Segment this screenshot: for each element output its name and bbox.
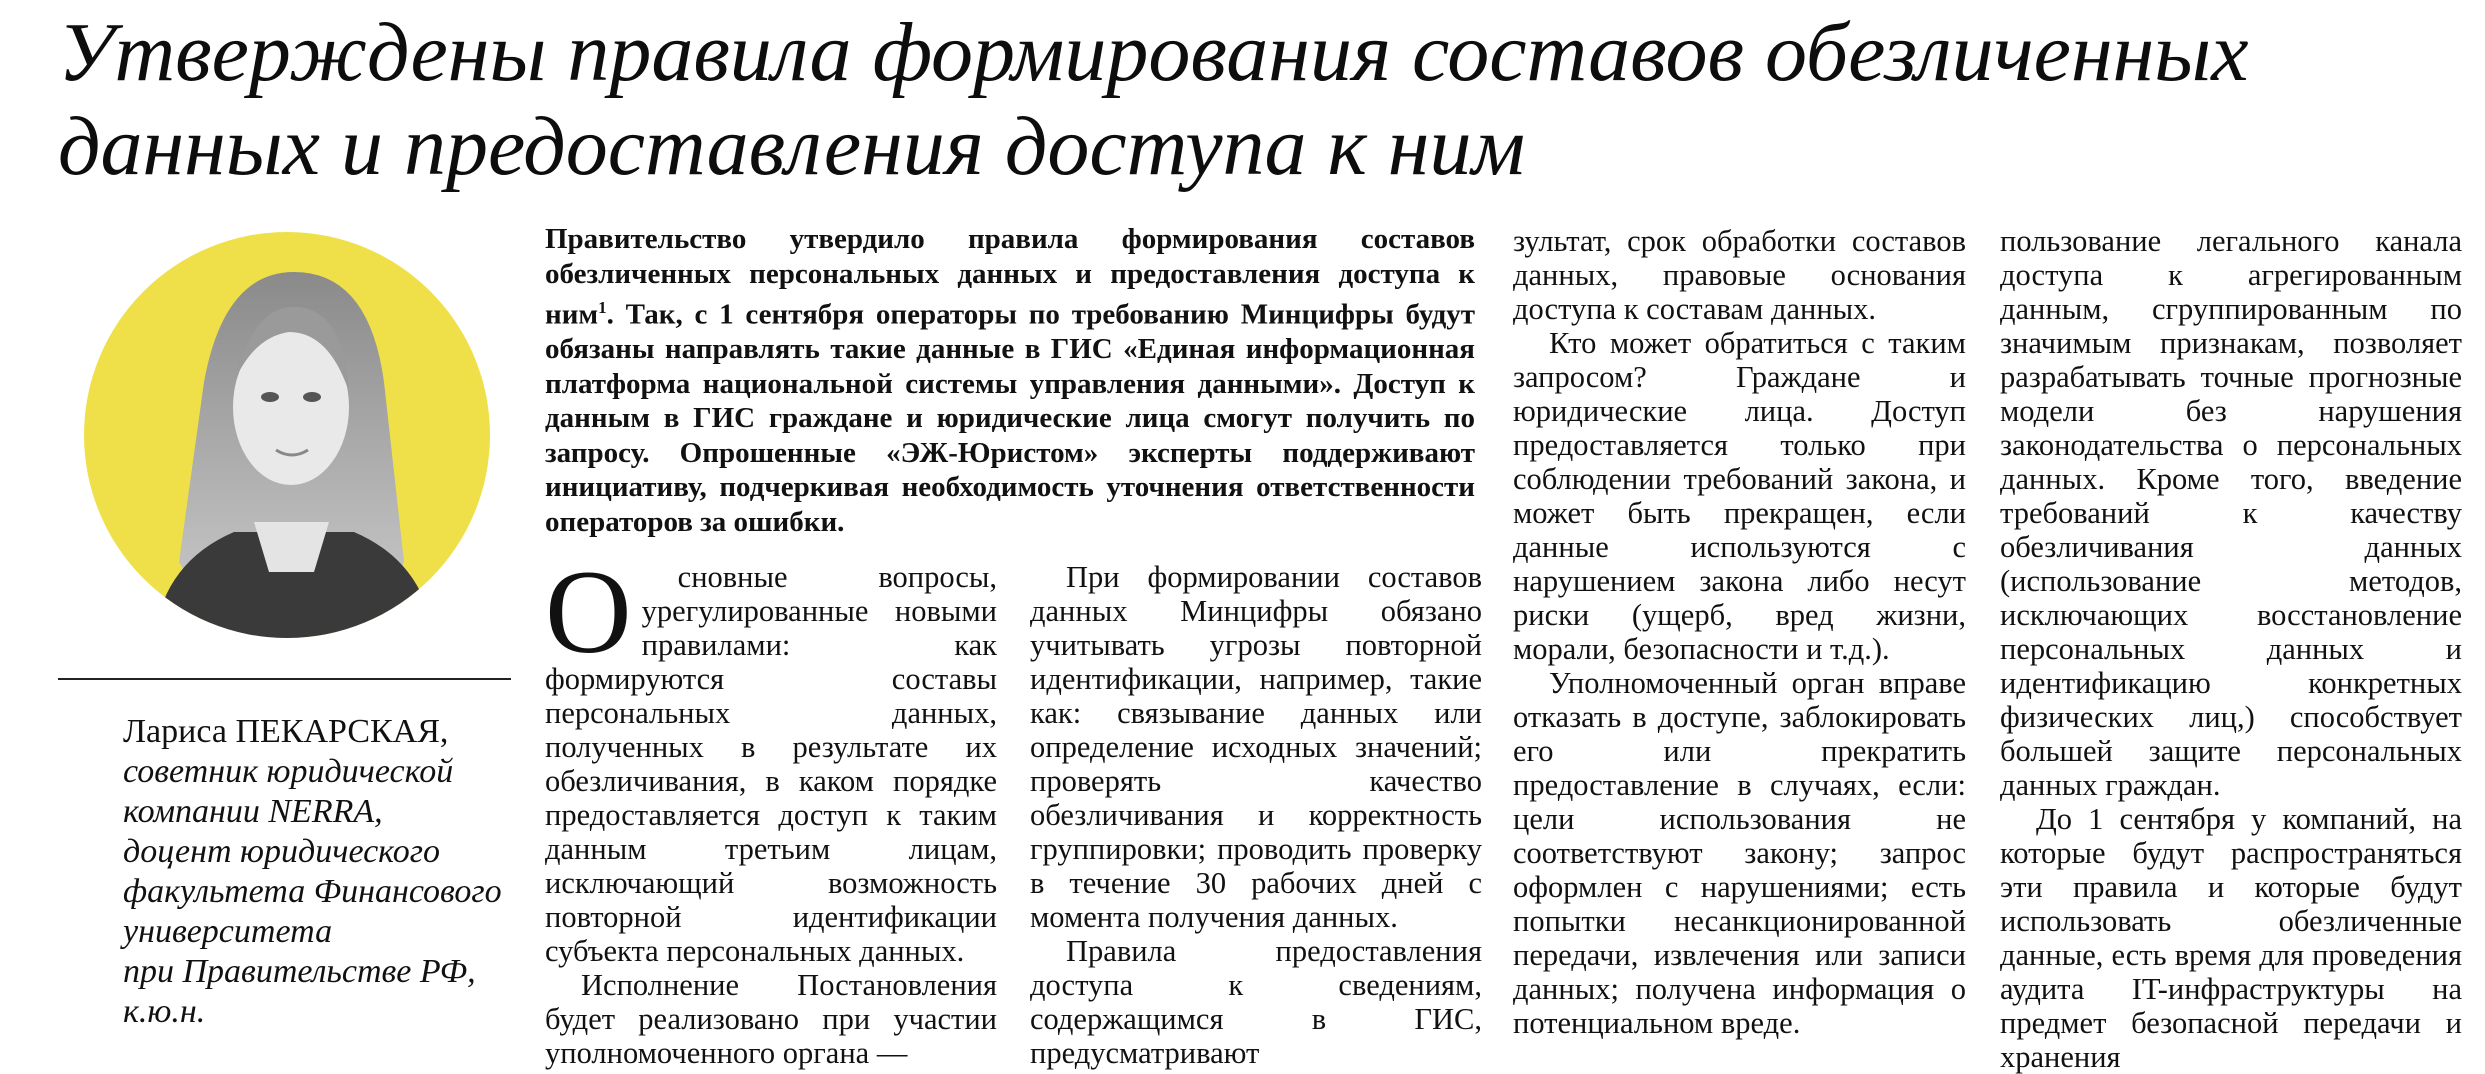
paragraph: пользование легального канала доступа к агрегированным данным, сгруппированным по значимым признакам, позволяет разрабатывать точные прогнозные модели без нарушения законодательства о персональных данных. Кроме того, введение требований к качеству обезличивания данных (использование методов, исключающих восстановление персональных данных и идентификацию конкретных физических лиц,) способствует большей защите персональных данных граждан. — [2000, 224, 2462, 802]
paragraph: Правила предоставления доступа к сведениям, содержащимся в ГИС, предусматривают — [1030, 934, 1482, 1070]
byline-divider — [58, 678, 511, 680]
article-headline: Утверждены правила формирования составов обезличенных данных и предоставления доступа к ним — [58, 6, 2249, 193]
article-lead — [545, 222, 1475, 539]
paragraph: Кто может обратиться с таким запросом? Граждане и юридические лица. Доступ предоставляется только при соблюдении требований закона, и может быть прекращен, если данные используются с нарушением закона либо несут риски (ущерб, вред жизни, морали, безопасности и т.д.). — [1513, 326, 1966, 666]
lead-text: . Так, с 1 сентября операторы по требованию Минцифры будут обязаны направлять такие данные в ГИС «Единая информационная платформа национальной системы управления данными». Доступ к данным в ГИС граждане и юридические лица смогут получить по запросу. Опрошенные «ЭЖ-Юристом» эксперты поддерживают инициативу, подчеркивая необходимость уточнения ответственности операторов за ошибки. — [545, 298, 1475, 538]
expert-name: Лариса ПЕКАРСКАЯ, — [123, 713, 449, 750]
footnote-ref: 1 — [598, 298, 607, 317]
paragraph: зультат, срок обработки составов данных, правовые основания доступа к составам данных. — [1513, 224, 1966, 326]
drop-cap: О — [545, 545, 632, 678]
expert-role: доцент юридического факультета Финансового университета — [123, 833, 502, 950]
expert-role: при Правительстве РФ, — [123, 953, 476, 990]
lead-text: Правительство утвердило правила формирования составов обезличенных персональных данных и предоставления доступа к ним — [545, 223, 1475, 331]
article-column-4 — [2000, 224, 2462, 1074]
expert-role: советник юридической компании NERRA, — [123, 753, 454, 830]
expert-byline — [123, 712, 513, 1032]
expert-degree: к.ю.н. — [123, 993, 206, 1030]
paragraph: Исполнение Постановления будет реализовано при участии уполномоченного органа — — [545, 968, 997, 1070]
paragraph: сновные вопросы, урегулированные новыми правилами: как формируются составы персональных данных, полученных в результате их обезличивания, в каком порядке предоставляется доступ к таким данным третьим лицам, исключающий возможность повторной идентификации субъекта персональных данных. — [545, 560, 997, 968]
article-column-2 — [1030, 560, 1482, 1070]
paragraph: При формировании составов данных Минцифры обязано учитывать угрозы повторной идентификации, например, такие как: связывание данных или определение исходных значений; проверять качество обезличивания и корректность группировки; проводить проверку в течение 30 рабочих дней с момента получения данных. — [1030, 560, 1482, 934]
paragraph: До 1 сентября у компаний, на которые будут распространяться эти правила и которые будут использовать обезличенные данные, есть время для проведения аудита IT-инфраструктуры на предмет безопасной передачи и хранения — [2000, 802, 2462, 1074]
paragraph: Уполномоченный орган вправе отказать в доступе, заблокировать его или прекратить предоставление в случаях, если: цели использования не соответствуют закону; запрос оформлен с нарушениями; есть попытки несанкционированной передачи, извлечения или записи данных; получена информация о потенциальном вреде. — [1513, 666, 1966, 1040]
expert-portrait — [84, 232, 490, 638]
article-column-1 — [545, 545, 997, 1070]
article-column-3 — [1513, 224, 1966, 1040]
